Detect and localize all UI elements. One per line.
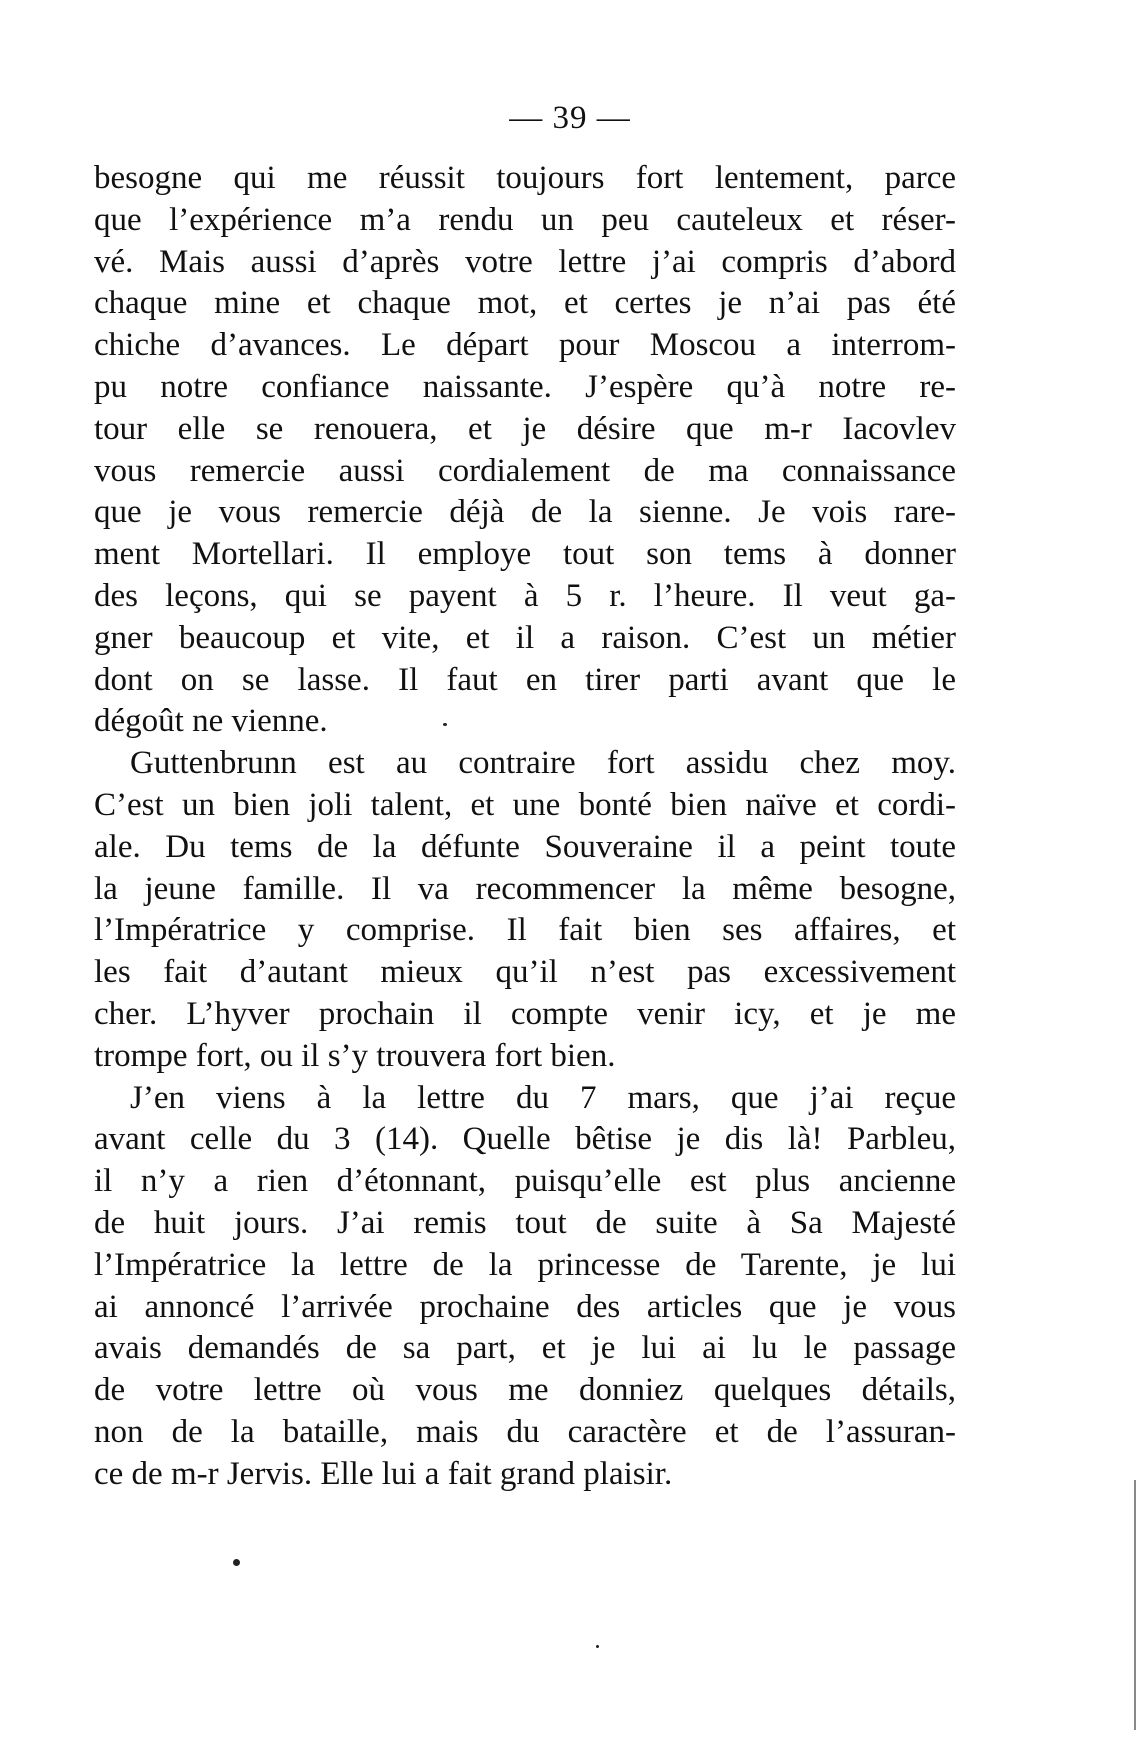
text-line: non de la bataille, mais du caractère et de l’assuran- [94,1413,956,1450]
paragraph-end-line: dégoût ne vienne. [94,703,328,740]
text-line: l’Impératrice y comprise. Il fait bien ses affaires, et [94,912,956,949]
text-line: cher. L’hyver prochain il compte venir icy, et je me [94,995,956,1032]
ink-speck [596,1645,599,1648]
text-line: avais demandés de sa part, et je lui ai lu le passage [94,1330,956,1367]
text-line: que je vous remercie déjà de la sienne. Je vois rare- [94,494,956,531]
text-line: besogne qui me réussit toujours fort lentement, parce [94,160,956,196]
scan-edge-line [1134,1480,1136,1730]
ink-speck [443,723,447,726]
text-line: les fait d’autant mieux qu’il n’est pas excessivement [94,954,956,991]
page-number: — 39 — [509,100,631,136]
paragraph-end-line: ce de m-r Jervis. Elle lui a fait grand plaisir. [94,1455,673,1492]
text-line: dont on se lasse. Il faut en tirer parti avant que le [94,661,956,698]
text-line: C’est un bien joli talent, et une bonté bien naïve et cordi- [94,786,956,823]
paragraph-start-line: J’en viens à la lettre du 7 mars, que j’ai reçue [130,1079,956,1116]
text-line: chaque mine et chaque mot, et certes je n’ai pas été [94,285,956,322]
text-line: la jeune famille. Il va recommencer la même besogne, [94,870,956,907]
ink-speck [233,1559,240,1566]
text-line: que l’expérience m’a rendu un peu cauteleux et réser- [94,201,956,238]
text-line: chiche d’avances. Le départ pour Moscou a interrom- [94,327,956,364]
body-text [94,158,956,1496]
text-line: il n’y a rien d’étonnant, puisqu’elle est plus ancienne [94,1163,956,1200]
text-line: ment Mortellari. Il employe tout son tems à donner [94,536,956,573]
text-line: gner beaucoup et vite, et il a raison. C’est un métier [94,619,956,656]
text-line: ale. Du tems de la défunte Souveraine il a peint toute [94,828,956,865]
text-line: de votre lettre où vous me donniez quelques détails, [94,1372,956,1409]
text-line: pu notre confiance naissante. J’espère qu’à notre re- [94,368,956,405]
text-line: des leçons, qui se payent à 5 r. l’heure. Il veut ga- [94,577,956,614]
text-line: vé. Mais aussi d’après votre lettre j’ai compris d’abord [94,243,956,280]
text-line: ai annoncé l’arrivée prochaine des articles que je vous [94,1288,956,1325]
paragraph-end-line: trompe fort, ou il s’y trouvera fort bien. [94,1037,616,1074]
text-line: l’Impératrice la lettre de la princesse de Tarente, je lui [94,1246,956,1283]
text-line: de huit jours. J’ai remis tout de suite à Sa Majesté [94,1204,956,1241]
text-line: tour elle se renouera, et je désire que m-r Iacovlev [94,410,956,447]
text-line: avant celle du 3 (14). Quelle bêtise je dis là! Parbleu, [94,1121,956,1158]
text-line: vous remercie aussi cordialement de ma connaissance [94,452,956,489]
paragraph-start-line: Guttenbrunn est au contraire fort assidu chez moy. [130,745,956,782]
